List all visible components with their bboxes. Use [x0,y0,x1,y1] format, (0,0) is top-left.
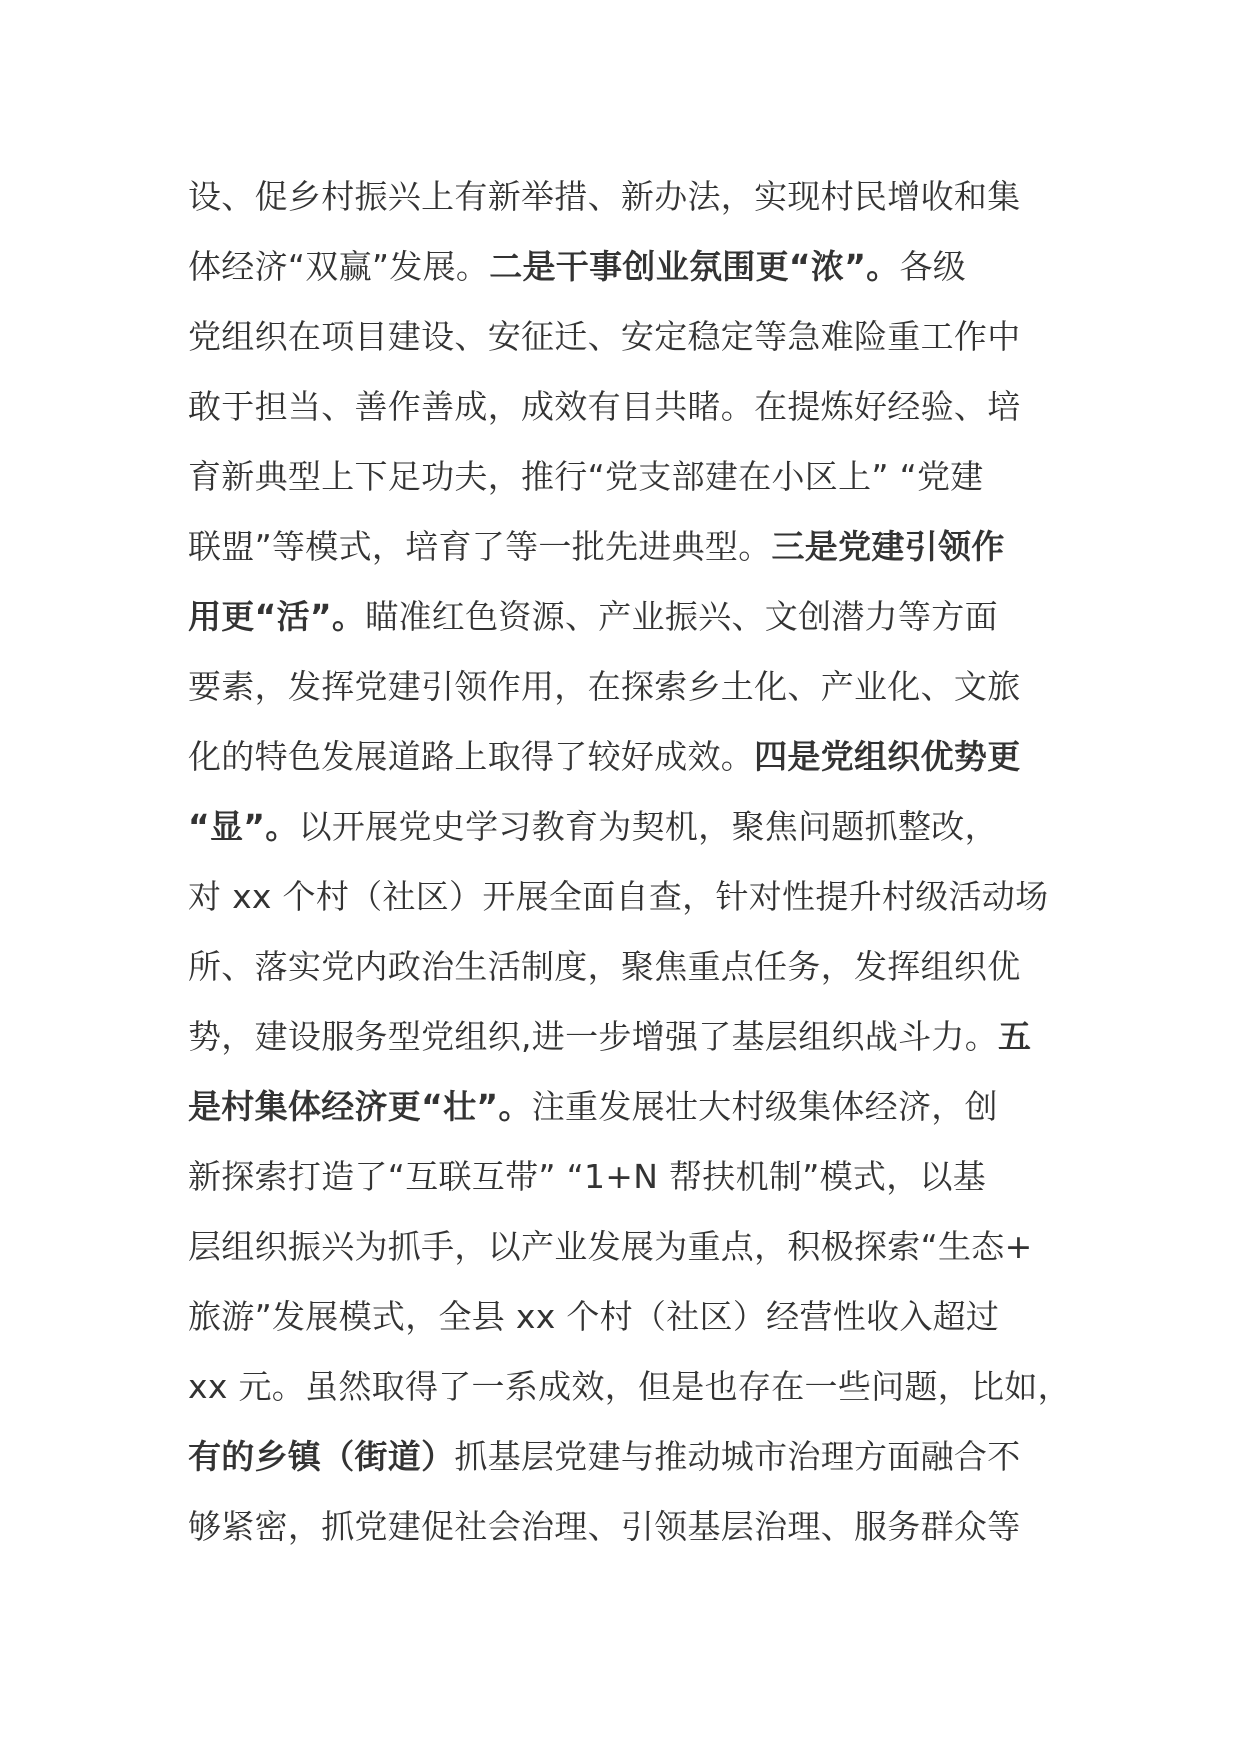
text-line [188,722,1088,792]
text-segment: 够紧密，抓党建促社会治理、引领基层治理、服务群众等 [188,1507,1021,1546]
text-line [188,1002,1088,1072]
bold-text-segment: 三是党建引领作 [771,527,1005,566]
text-segment: 层组织振兴为抓手，以产业发展为重点，积极探索“生态+ [188,1227,1033,1266]
text-line [188,302,1088,372]
text-line [188,792,1088,862]
text-segment: xx 元。虽然取得了一系成效，但是也存在一些问题，比如， [188,1367,1071,1406]
bold-text-segment: “显”。 [188,807,299,846]
text-line [188,1492,1088,1562]
text-line [188,1282,1088,1352]
text-segment: 以开展党史学习教育为契机，聚焦问题抓整改， [298,807,998,846]
text-line [188,1072,1088,1142]
text-segment: 要素，发挥党建引领作用，在探索乡土化、产业化、文旅 [188,667,1021,706]
text-segment: 联盟”等模式，培育了等一批先进典型。 [188,527,772,566]
text-line [188,652,1088,722]
bold-text-segment: 二是干事创业氛围更“浓”。 [489,247,900,286]
text-segment: 所、落实党内政治生活制度，聚焦重点任务，发挥组织优 [188,947,1021,986]
text-line [188,1352,1088,1422]
text-segment: 体经济“双赢”发展。 [188,247,490,286]
text-segment: 化的特色发展道路上取得了较好成效。 [188,737,755,776]
text-line [188,1422,1088,1492]
text-segment: 新探索打造了“互联互带” “1+N 帮扶机制”模式，以基 [188,1157,987,1196]
text-line [188,232,1088,302]
text-line [188,442,1088,512]
text-line [188,862,1088,932]
text-segment: 注重发展壮大村级集体经济，创 [531,1087,998,1126]
bold-text-segment: 五 [998,1017,1032,1056]
bold-text-segment: 四是党组织优势更 [754,737,1021,776]
bold-text-segment: 有的乡镇（街道） [188,1437,455,1476]
text-segment: 育新典型上下足功夫，推行“党支部建在小区上” “党建 [188,457,984,496]
text-segment: 旅游”发展模式，全县 xx 个村（社区）经营性收入超过 [188,1297,1000,1336]
text-segment: 抓基层党建与推动城市治理方面融合不 [454,1437,1021,1476]
bold-text-segment: 用更“活”。 [188,597,366,636]
text-line [188,372,1088,442]
text-segment: 设、促乡村振兴上有新举措、新办法，实现村民增收和集 [188,177,1021,216]
text-line [188,1142,1088,1212]
text-line [188,512,1088,582]
text-line [188,1212,1088,1282]
text-segment: 对 xx 个村（社区）开展全面自查，针对性提升村级活动场 [188,877,1049,916]
text-segment: 势，建设服务型党组织,进一步增强了基层组织战斗力。 [188,1017,998,1056]
text-line [188,582,1088,652]
text-line [188,162,1088,232]
text-line [188,932,1088,1002]
body-text [188,162,1088,1562]
text-segment: 各级 [899,247,967,286]
text-segment: 瞄准红色资源、产业振兴、文创潜力等方面 [365,597,998,636]
text-segment: 党组织在项目建设、安征迁、安定稳定等急难险重工作中 [188,317,1021,356]
text-segment: 敢于担当、善作善成，成效有目共睹。在提炼好经验、培 [188,387,1021,426]
bold-text-segment: 是村集体经济更“壮”。 [188,1087,532,1126]
